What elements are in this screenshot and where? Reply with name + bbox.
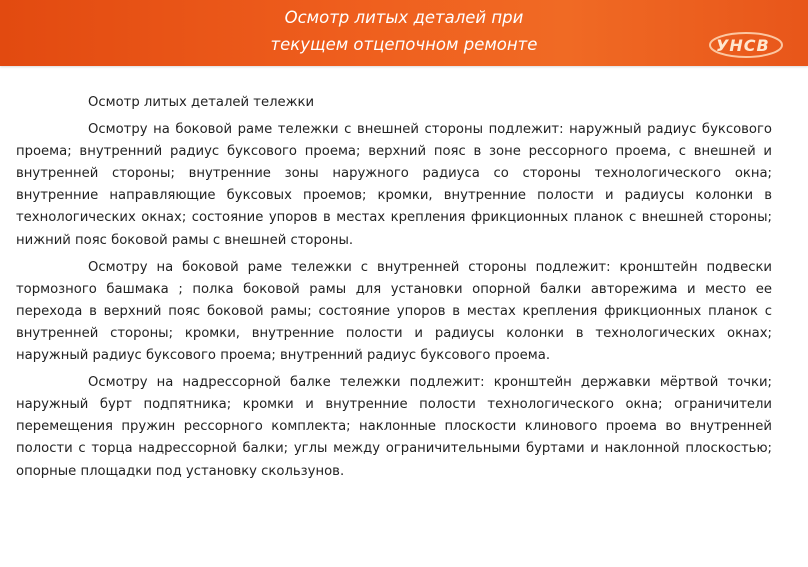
title-line-2: текущем отцепочном ремонте: [270, 35, 538, 54]
logo-text: УНСВ: [716, 36, 770, 55]
logo: [708, 30, 794, 60]
title-line-1: Осмотр литых деталей при: [284, 8, 524, 27]
main-content: [16, 92, 772, 483]
paragraph-bolster: Осмотру на надрессорной балке тележки подлежит: кронштейн державки мёртвой точки; наружный бурт подпятника; кромки и внутренние полости технологического окна; ограничители перемещения пружин рессорного комплекта; наклонные плоскости клинового проема во внутренней полости с торца надрессорной балки; углы между ограничительными буртами и наклонной плоскостью; опорные площадки под установку скользунов.: [16, 375, 772, 479]
section-heading: Осмотр литых деталей тележки: [88, 95, 315, 110]
header-bar: [0, 0, 808, 66]
paragraph-inner-side: Осмотру на боковой раме тележки с внутренней стороны подлежит: кронштейн подвески тормозного башмака ; полка боковой рамы для установки опорной балки авторежима и место ее перехода в верхний пояс боковой рамы; состояние упоров в местах крепления фрикционных планок с внутренней стороны; кромки, внутренние полости и радиусы колонки в технологических окнах; наружный радиус буксового проема; внутренний радиус буксового проема.: [16, 259, 772, 364]
page-title: [0, 4, 808, 58]
paragraph-outer-side: Осмотру на боковой раме тележки с внешней стороны подлежит: наружный радиус буксового проема; внутренний радиус буксового проема; верхний пояс в зоне рессорного проема, с внешней и внутренней стороны; внутренние зоны наружного радиуса со стороны технологического окна; внутренние направляющие буксовых проемов; кромки, внутренние полости и радиусы колонки в технологических окнах; состояние упоров в местах крепления фрикционных планок с внешней стороны; нижний пояс боковой рамы с внешней стороны.: [16, 122, 772, 248]
